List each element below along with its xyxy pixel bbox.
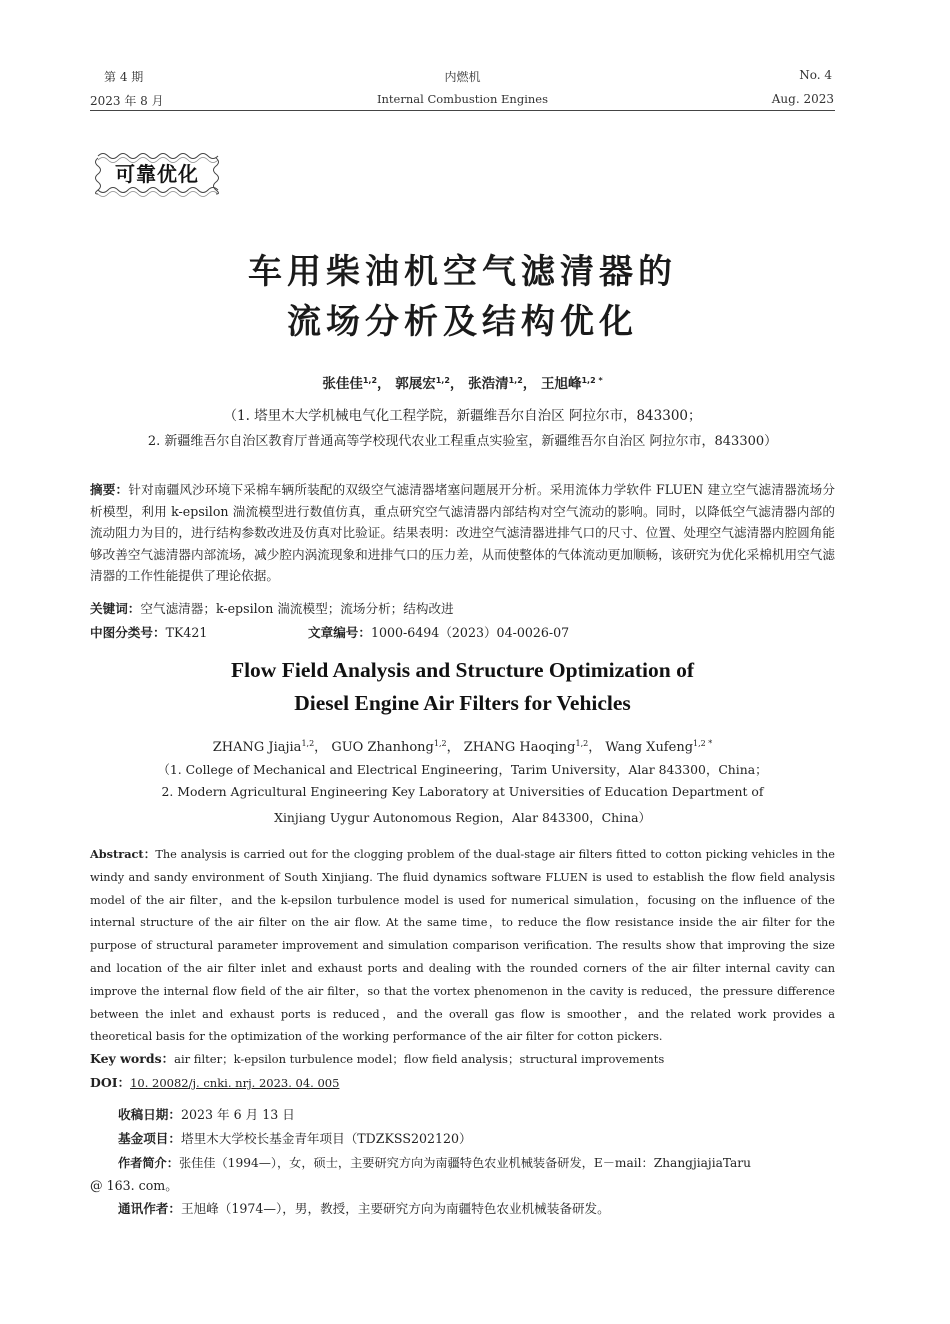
article-value: 1000-6494（2023）04-0026-07 — [370, 625, 570, 640]
authors-cn: 张佳佳$^{1,2}$， 郭展宏$^{1,2}$， 张浩清$^{1,2}$， 王旭峰$^{1,2 *}$ — [322, 376, 603, 392]
affiliation-en-line1: （1. College of Mechanical and Electrical Engineering，Tarim University，Alar 843300，China； — [157, 762, 768, 777]
received-label: 收稿日期： — [118, 1107, 181, 1122]
header-issue-en: No. 4 — [799, 68, 832, 82]
header-journal-en: Internal Combustion Engines — [376, 92, 548, 106]
footnote-author — [118, 1151, 751, 1175]
author-en-name: ZHANG Haoqing — [463, 740, 576, 755]
title-en-line1: Flow Field Analysis and Structure Optimization of — [230, 658, 695, 682]
author-en-name: GUO Zhanhong — [331, 740, 434, 755]
fund-value: 塔里木大学校长基金青年项目（TDZKSS202120） — [180, 1131, 472, 1146]
affiliation-cn-line1: （1. 塔里木大学机械电气化工程学院，新疆维吾尔自治区 阿拉尔市，843300； — [223, 408, 702, 424]
keywords-en — [90, 1049, 664, 1067]
abstract-cn — [90, 479, 835, 587]
author-en-sup: 1,2 — [301, 739, 315, 748]
author-cn-sup: 1,2 — [508, 376, 523, 385]
section-badge-label: 可靠优化 — [115, 162, 199, 186]
author-en-name: Wang Xufeng — [605, 740, 694, 755]
header-issue-cn: 第 4 期 — [104, 70, 144, 84]
abstract-cn-label: 摘要： — [90, 482, 129, 497]
keywords-cn-label: 关键词： — [90, 601, 141, 616]
abstract-cn-text: 针对南疆风沙环境下采棉车辆所装配的双级空气滤清器堵塞问题展开分析。采用流体力学软件 FLUEN 建立空气滤清器流场分析模型，利用 k-epsilon 湍流模型进行数值仿真，重点研究空气滤清器内部结构对空气流动的影响。同时，以降低空气滤清器内部的流动阻力为目的，进行结构参数改进及仿真对比验证。结果表明：改进空气滤清器进排气口的尺寸、位置、处理空气滤清器内腔圆角能够改善空气滤清器内部流场，减少腔内涡流现象和进排气口的压力差，从而使整体的气体流动更加顺畅，该研究为优化采棉机用空气滤清器的工作性能提供了理论依据。 — [90, 482, 835, 583]
author-en-sup: 1,2 — [575, 739, 589, 748]
keywords-cn-text: 空气滤清器；k-epsilon 湍流模型；流场分析；结构改进 — [140, 601, 454, 616]
doi-link[interactable]: 10. 20082/j. cnki. nrj. 2023. 04. 005 — [130, 1076, 340, 1090]
author-bio-label: 作者简介： — [118, 1156, 179, 1170]
footnote-author-cont: @ 163. com。 — [90, 1178, 178, 1193]
title-en-line2: Diesel Engine Air Filters for Vehicles — [294, 691, 631, 715]
header-date-cn: 2023 年 8 月 — [90, 94, 164, 108]
header-date-en: Aug. 2023 — [771, 92, 834, 106]
author-cn-sup: 1,2 — [435, 376, 450, 385]
header-rule — [90, 110, 835, 111]
keywords-en-label: Key words： — [90, 1051, 175, 1066]
author-bio-value: 张佳佳（1994—），女，硕士，主要研究方向为南疆特色农业机械装备研发，E－mail：ZhangjiajiaTaru — [178, 1156, 751, 1170]
affiliation-en-line2: 2. Modern Agricultural Engineering Key Laboratory at Universities of Education Department of — [161, 784, 764, 799]
author-en-name: ZHANG Jiajia — [212, 740, 302, 755]
affiliation-en-line3: Xinjiang Uygur Autonomous Region，Alar 843300，China） — [274, 810, 651, 825]
author-en-sup: 1,2 * — [693, 739, 713, 748]
abstract-en — [90, 843, 835, 1049]
title-cn-line1: 车用柴油机空气滤清器的 — [248, 252, 677, 292]
footnote-corresponding — [118, 1197, 610, 1221]
authors-en: ZHANG Jiajia$^{1,2}$， GUO Zhanhong$^{1,2}$， ZHANG Haoqing$^{1,2}$， Wang Xufeng$^{1,2 *}$ — [212, 739, 713, 755]
clc-number — [90, 622, 207, 641]
abstract-en-text: The analysis is carried out for the clogging problem of the dual-stage air filters fitted to cotton picking vehicles in the windy and sandy environment of South Xinjiang. The fluid dynamics software FLUEN is used to establish the flow field analysis model of the air filter，and the k-epsilon turbulence model is used for numerical simulation，focusing on the influence of the internal structure of the air filter on the air flow. At the same time，to reduce the flow resistance inside the air filter for the purpose of structural parameter improvement and simulation comparison verification. The results show that improving the size and location of the air filter inlet and exhaust ports and dealing with the rounded corners of the air filter internal cavity can improve the internal flow field of the air filter，so that the vortex phenomenon in the cavity is reduced，the pressure difference between the inlet and exhaust ports is reduced，and the overall gas flow is smoother，and the related work provides a theoretical basis for the optimization of the working performance of the air filter for cotton pickers. — [90, 848, 835, 1044]
affiliation-cn-line2: 2. 新疆维吾尔自治区教育厅普通高等学校现代农业工程重点实验室，新疆维吾尔自治区 阿拉尔市，843300） — [147, 434, 778, 449]
doi-label: DOI： — [90, 1075, 131, 1090]
author-en-sup: 1,2 — [433, 739, 447, 748]
title-cn-line2: 流场分析及结构优化 — [287, 302, 638, 342]
corresponding-label: 通讯作者： — [118, 1201, 181, 1216]
corresponding-value: 王旭峰（1974—），男，教授，主要研究方向为南疆特色农业机械装备研发。 — [180, 1201, 610, 1216]
author-cn-name: 王旭峰 — [540, 376, 582, 392]
abstract-en-label: Abstract： — [90, 847, 156, 861]
section-badge — [92, 148, 222, 200]
article-number — [308, 622, 569, 641]
keywords-cn — [90, 598, 454, 617]
clc-label: 中图分类号： — [90, 625, 166, 640]
doi — [90, 1073, 339, 1091]
author-cn-sup: 1,2 * — [581, 376, 603, 385]
footnote-received — [118, 1103, 295, 1127]
received-value: 2023 年 6 月 13 日 — [180, 1107, 295, 1122]
clc-value: TK421 — [165, 625, 208, 640]
author-cn-name: 张浩清 — [468, 376, 509, 392]
header-journal-cn: 内燃机 — [444, 70, 481, 84]
footnote-fund — [118, 1127, 472, 1151]
fund-label: 基金项目： — [118, 1131, 181, 1146]
author-cn-name: 张佳佳 — [322, 376, 363, 392]
keywords-en-text: air filter；k-epsilon turbulence model；flow field analysis；structural improvements — [174, 1052, 665, 1066]
author-cn-name: 郭展宏 — [395, 376, 436, 392]
article-label: 文章编号： — [308, 625, 371, 640]
author-cn-sup: 1,2 — [362, 376, 378, 385]
